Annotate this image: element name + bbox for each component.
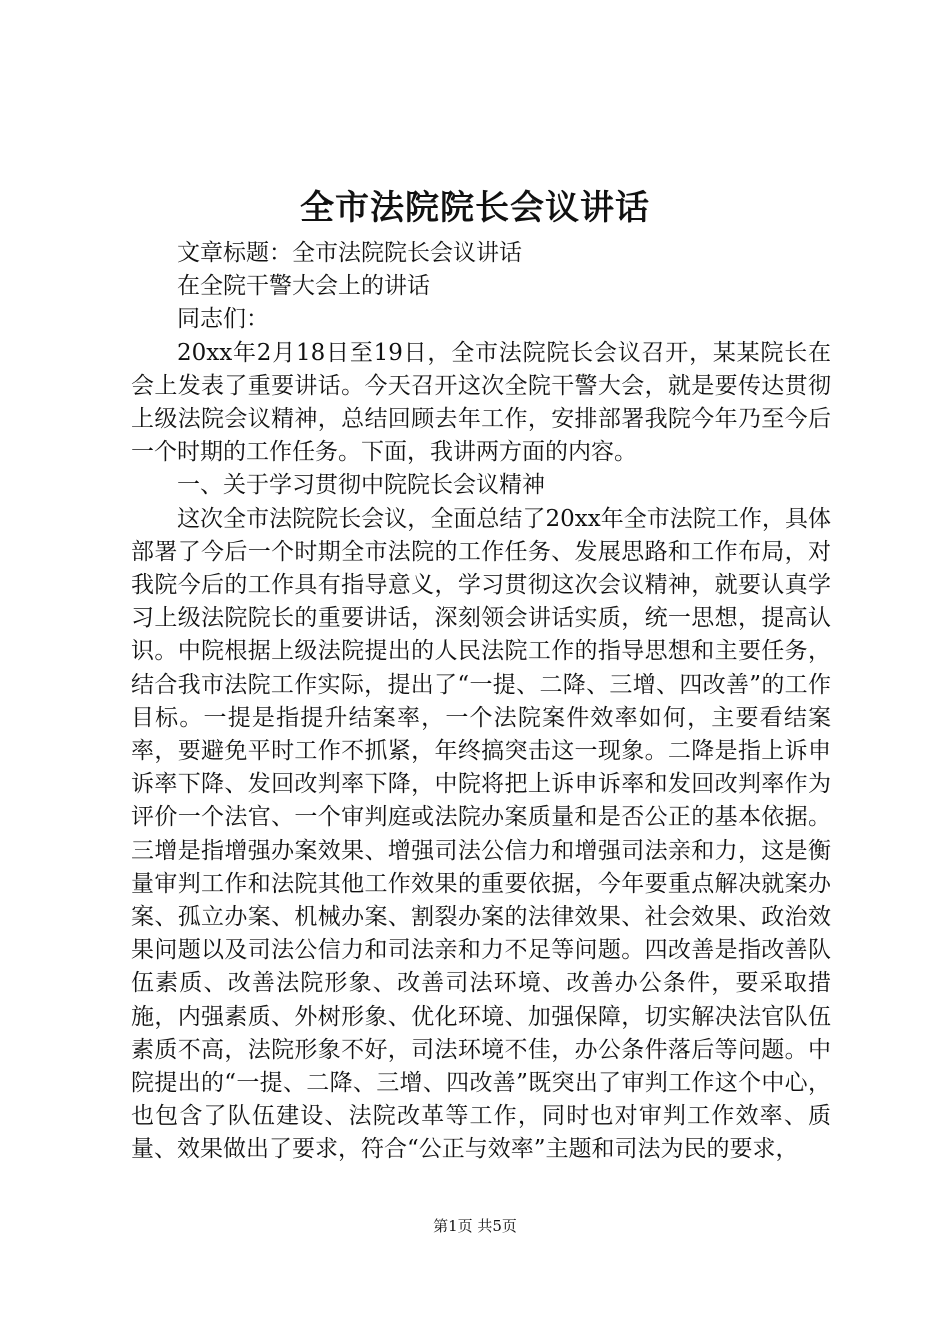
intro-paragraph: 20xx年2月18日至19日，全市法院院长会议召开，某某院长在会上发表了重要讲话。今天召开这次全院干警大会，就是要传达贯彻上级法院会议精神，总结回顾去年工作，安排部署我院今年乃至今后一个时期的工作任务。下面，我讲两方面的内容。 xyxy=(131,339,831,466)
page-footer: 第1页 共5页 xyxy=(433,1217,517,1235)
body-paragraph: 这次全市法院院长会议，全面总结了20xx年全市法院工作，具体部署了今后一个时期全市法院的工作任务、发展思路和工作布局，对我院今后的工作具有指导意义，学习贯彻这次会议精神，就要认真学习上级法院院长的重要讲话，深刻领会讲话实质，统一思想，提高认识。中院根据上级法院提出的人民法院工作的指导思想和主要任务，结合我市法院工作实际，提出了“一提、二降、三增、四改善”的工作目标。一提是指提升结案率，一个法院案件效率如何，主要看结案率，要避免平时工作不抓紧，年终搞突击这一现象。二降是指上诉申诉率下降、发回改判率下降，中院将把上诉申诉率和发回改判率作为评价一个法官、一个审判庭或法院办案质量和是否公正的基本依据。三增是指增强办案效果、增强司法公信力和增强司法亲和力，这是衡量审判工作和法院其他工作效果的重要依据，今年要重点解决就案办案、孤立办案、机械办案、割裂办案的法律效果、社会效果、政治效果问题以及司法公信力和司法亲和力不足等问题。四改善是指改善队伍素质、改善法院形象、改善司法环境、改善办公条件，要采取措施，内强素质、外树形象、优化环境、加强保障，切实解决法官队伍素质不高，法院形象不好，司法环境不佳，办公条件落后等问题。中院提出的“一提、二降、三增、四改善”既突出了审判工作这个中心，也包含了队伍建设、法院改革等工作，同时也对审判工作效率、质量、效果做出了要求，符合“公正与效率”主题和司法为民的要求， xyxy=(131,505,831,1163)
section-heading: 一、关于学习贯彻中院院长会议精神 xyxy=(177,472,545,499)
salutation: 同志们： xyxy=(177,306,269,333)
speech-subtitle: 在全院干警大会上的讲话 xyxy=(177,273,430,300)
article-title-line: 文章标题：全市法院院长会议讲话 xyxy=(177,240,522,266)
document-title: 全市法院院长会议讲话 xyxy=(300,188,650,228)
document-body xyxy=(131,237,831,1167)
